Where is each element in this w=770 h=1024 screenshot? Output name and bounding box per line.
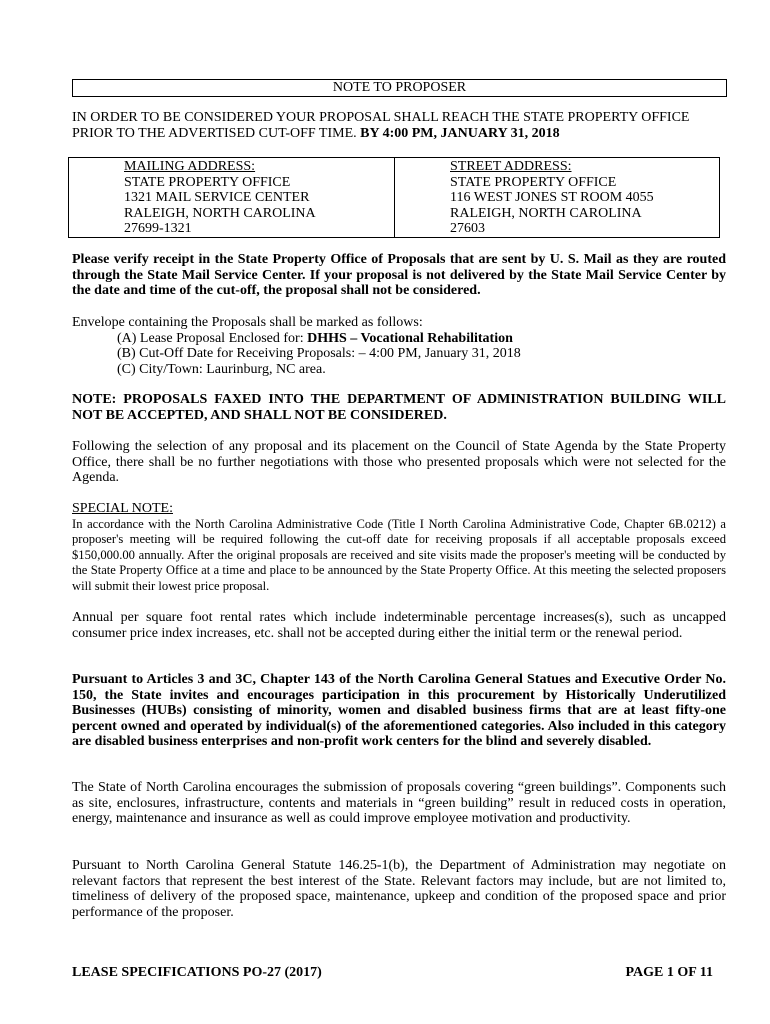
- green-buildings-paragraph: The State of North Carolina encourages the submission of proposals covering “green buildings”. Components such as site, enclosures, infrastructure, contents and materials in “green building” result in reduced costs in operation, energy, maintenance and insurance as well as could improve employee motivation and productivity.: [72, 780, 726, 826]
- deadline: BY 4:00 PM, JANUARY 31, 2018: [360, 126, 560, 141]
- street-heading: STREET ADDRESS:: [450, 159, 572, 174]
- street-address: [450, 159, 654, 237]
- street-line: 116 WEST JONES ST ROOM 4055: [450, 190, 654, 205]
- footer-spec-label: LEASE SPECIFICATIONS PO-27 (2017): [72, 965, 322, 980]
- special-note-section: [72, 501, 726, 594]
- street-line: RALEIGH, NORTH CAROLINA: [450, 205, 642, 221]
- rental-rates-paragraph: Annual per square foot rental rates which include indeterminable percentage increases(s), such as uncapped consumer price index increases, etc. shall not be accepted during either the initial term or the renewal period.: [72, 610, 726, 641]
- special-note-text: In accordance with the North Carolina Administrative Code (Title I North Carolina Administrative Code, Chapter 6B.0212) a proposer's meeting will be required following the cut-off date for receiving proposals if all acceptable proposals exceed $150,000.00 annually. After the original proposals are received and site visits made the proposer's meeting will be conducted by the State Property Office at a time and place to be announced by the State Property Office. At this meeting the selected proposers will submit their lowest price proposal.: [72, 516, 726, 593]
- address-divider: [394, 158, 395, 237]
- envelope-item-a-label: (A) Lease Proposal Enclosed for:: [117, 330, 308, 346]
- mailing-heading: MAILING ADDRESS:: [124, 159, 256, 174]
- mailing-line: 27699-1321: [124, 221, 192, 236]
- intro-paragraph: [72, 110, 727, 142]
- envelope-item-a-value: DHHS – Vocational Rehabilitation: [307, 330, 513, 346]
- hub-paragraph: Pursuant to Articles 3 and 3C, Chapter 143 of the North Carolina General Statues and Executive Order No. 150, the State invites and encourages participation in this procurement by Historically Underutilized Businesses (HUBs) consisting of minority, women and disabled business firms that are at least fifty-one percent owned and operated by individual(s) of the aforementioned categories. Also included in this category are disabled business enterprises and non-profit work centers for the blind and severely disabled.: [72, 672, 726, 749]
- footer-page-number: PAGE 1 OF 11: [625, 965, 713, 980]
- verify-receipt-paragraph: Please verify receipt in the State Property Office of Proposals that are sent by U. S. Mail as they are routed through the State Mail Service Center. If your proposal is not delivered by the State Mail Service Center by the date and time of the cut-off, the proposal shall not be considered.: [72, 252, 726, 298]
- page-title: NOTE TO PROPOSER: [72, 79, 727, 97]
- mailing-line: RALEIGH, NORTH CAROLINA: [124, 205, 316, 221]
- address-table: [68, 157, 720, 238]
- envelope-item-a: [72, 331, 726, 347]
- fax-note: NOTE: PROPOSALS FAXED INTO THE DEPARTMENT OF ADMINISTRATION BUILDING WILL NOT BE ACCEPTED, AND SHALL NOT BE CONSIDERED.: [72, 392, 726, 423]
- mailing-address: [124, 159, 316, 237]
- statute-paragraph: Pursuant to North Carolina General Statute 146.25-1(b), the Department of Administration may negotiate on relevant factors that represent the best interest of the State. Relevant factors may include, but are not limited to, timeliness of delivery of the proposed space, maintenance, upkeep and condition of the proposed space and prior performance of the proposer.: [72, 858, 726, 920]
- envelope-intro: Envelope containing the Proposals shall be marked as follows:: [72, 315, 423, 330]
- street-line: STATE PROPERTY OFFICE: [450, 174, 617, 190]
- intro-text: IN ORDER TO BE CONSIDERED YOUR PROPOSAL SHALL REACH THE STATE PROPERTY OFFICE PRIOR TO THE ADVERTISED CUT-OFF TIME.: [72, 110, 690, 141]
- selection-paragraph: Following the selection of any proposal and its placement on the Council of State Agenda by the State Property Office, there shall be no further negotiations with those who presented proposals which were not selected for the Agenda.: [72, 439, 726, 485]
- envelope-section: [72, 315, 726, 377]
- street-line: 27603: [450, 221, 485, 236]
- envelope-item-b: (B) Cut-Off Date for Receiving Proposals: – 4:00 PM, January 31, 2018: [117, 346, 521, 361]
- mailing-line: STATE PROPERTY OFFICE: [124, 174, 291, 190]
- mailing-line: 1321 MAIL SERVICE CENTER: [124, 190, 310, 205]
- envelope-item-c: (C) City/Town: Laurinburg, NC area.: [117, 361, 326, 377]
- special-note-heading: SPECIAL NOTE:: [72, 501, 173, 516]
